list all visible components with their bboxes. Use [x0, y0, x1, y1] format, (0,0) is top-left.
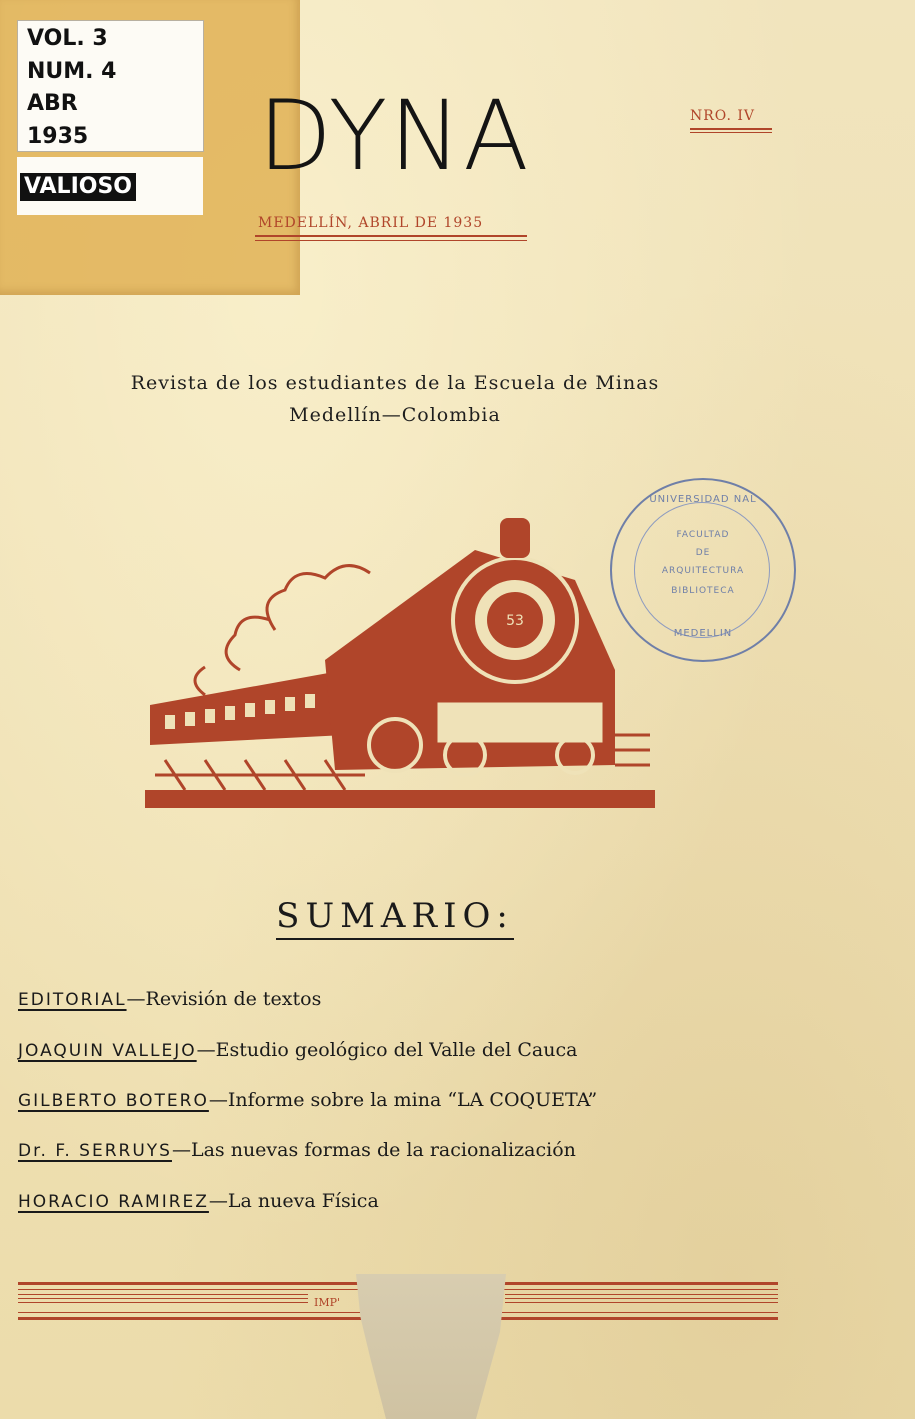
toc-author: Dr. F. SERRUYS — [18, 1141, 172, 1161]
magazine-title: DYNA — [258, 80, 531, 192]
locomotive-illustration — [145, 510, 660, 810]
toc-entry — [18, 988, 321, 1010]
date-rule-thin — [255, 240, 527, 241]
label-year: 1935 — [27, 124, 89, 149]
sumario-heading — [0, 896, 790, 936]
stamp-line-3: ARQUITECTURA — [661, 566, 745, 576]
stamp-line-2: DE — [695, 548, 711, 558]
date-line: MEDELLÍN, ABRIL DE 1935 — [258, 215, 484, 231]
label-volume: VOL. 3 — [27, 26, 108, 51]
locomotive-number: 53 — [506, 613, 524, 629]
stamp-ring-text: UNIVERSIDAD NAL — [649, 494, 757, 505]
toc-title: —Informe sobre la mina “LA COQUETA” — [208, 1089, 598, 1111]
toc-entry — [18, 1039, 577, 1061]
label-month: ABR — [27, 91, 78, 116]
toc-title: —Estudio geológico del Valle del Cauca — [196, 1039, 578, 1061]
toc-author: HORACIO RAMIREZ — [18, 1192, 209, 1212]
toc-title: —Revisión de textos — [126, 988, 322, 1010]
toc-entry — [18, 1139, 576, 1161]
stamp-line-4: BIBLIOTECA — [671, 586, 735, 596]
subtitle-line-2: Medellín—Colombia — [289, 404, 501, 426]
issue-rule-thin — [690, 132, 772, 133]
torn-patch — [356, 1274, 506, 1419]
imprint-mark: IMP' — [314, 1296, 341, 1309]
issue-rule — [690, 128, 772, 130]
toc-entry — [18, 1190, 379, 1212]
issue-number: NRO. IV — [690, 108, 755, 124]
toc-title: —La nueva Física — [208, 1190, 379, 1212]
label-number: NUM. 4 — [27, 59, 117, 84]
toc-title: —Las nuevas formas de la racionalización — [171, 1139, 576, 1161]
toc-author: JOAQUIN VALLEJO — [18, 1041, 197, 1061]
date-rule — [255, 235, 527, 237]
toc-entry — [18, 1089, 597, 1111]
stamp-city: MEDELLIN — [673, 628, 733, 639]
valioso-badge: VALIOSO — [20, 173, 136, 201]
subtitle-line-1: Revista de los estudiantes de la Escuela de Minas — [130, 372, 660, 394]
toc-author: EDITORIAL — [18, 990, 127, 1010]
sumario-heading-text: SUMARIO: — [276, 896, 514, 940]
toc-author: GILBERTO BOTERO — [18, 1091, 209, 1111]
stamp-line-1: FACULTAD — [676, 530, 730, 540]
